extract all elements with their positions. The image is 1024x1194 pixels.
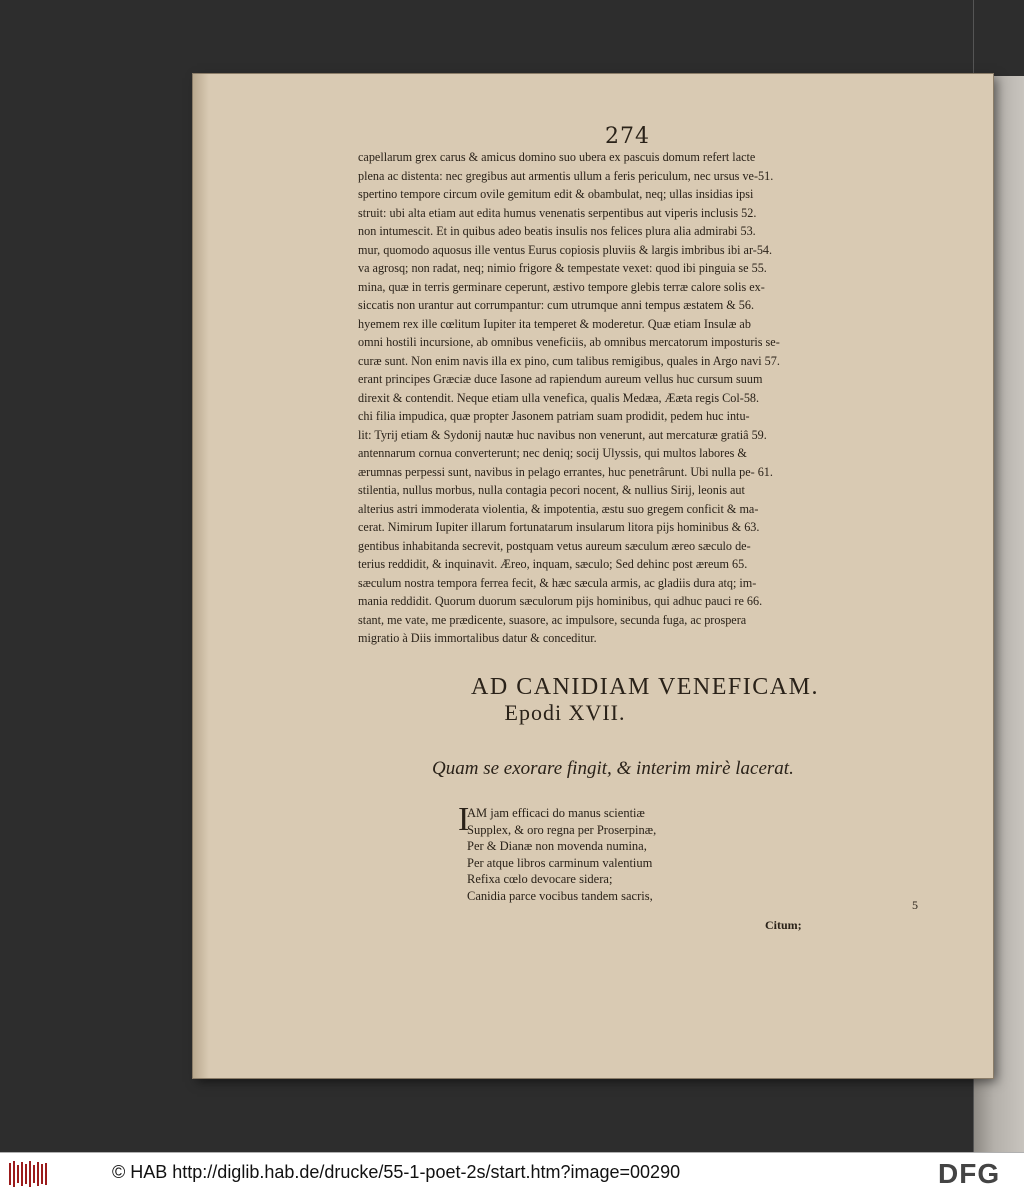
text-line: hyemem rex ille cœlitum Iupiter ita temperet & moderetur. Quæ etiam Insulæ ab [358,316,751,331]
text-line: alterius astri immoderata violentia, & impotentia, æstu suo gregem conficit & ma- [358,501,759,516]
text-line: cerat. Nimirum Iupiter illarum fortunatarum insularum litora pijs hominibus & 63. [358,520,760,534]
text-line: migratio à Diis immortalibus datur & conceditur. [358,631,597,645]
dfg-logo: DFG [938,1158,1001,1189]
text-line: antennarum cornua converterunt; nec deniq; socij Ulyssis, qui multos labores & [358,446,747,460]
drop-cap: I [458,801,470,838]
text-line: terius reddidit, & inquinavit. Æreo, inquam, sæculo; Sed dehinc post æreum 65. [358,557,748,571]
verse-number: 5 [912,898,918,912]
text-line: stilentia, nullus morbus, nulla contagia pecori nocent, & nullius Sirij, leonis aut [358,483,745,497]
copyright-link[interactable]: © HAB http://diglib.hab.de/drucke/55-1-poet-2s/start.htm?image=00290 [112,1162,681,1182]
text-line: mania reddidit. Quorum duorum sæculorum pijs hominibus, qui adhuc pauci re 66. [358,594,763,608]
poem-heading: AD CANIDIAM VENEFICAM. [471,674,819,700]
poem-verses [467,805,767,904]
page-gutter-shadow [193,74,209,1078]
text-line: sæculum nostra tempora ferrea fecit, & hæc sæcula armis, ac gladiis dura atq; im- [358,575,757,590]
text-line: erant principes Græciæ duce Iasone ad rapiendum aureum vellus huc cursum suum [358,372,763,386]
text-line: plena ac distenta: nec gregibus aut armentis ullum a feris periculum, nec ursus ve-51. [358,168,774,183]
text-line: siccatis non urantur aut corrumpantur: cum utrumque anni tempus æstatem & 56. [358,298,755,312]
text-line: gentibus inhabitanda secrevit, postquam vetus aureum sæculum æreo sæculo de- [358,538,751,553]
hab-logo-icon [8,1159,48,1189]
text-line: mina, quæ in terris germinare ceperunt, æstivo tempore glebis terræ calore solis ex- [358,279,765,294]
text-line: struit: ubi alta etiam aut edita humus venenatis serpentibus aut viperis inclusis 52. [358,205,757,220]
poem-argument: Quam se exorare fingit, & interim mirè lacerat. [432,758,794,779]
text-line: capellarum grex carus & amicus domino suo ubera ex pascuis domum refert lacte [358,150,756,164]
page-number: 274 [605,124,650,149]
text-line: ærumnas perpessi sunt, navibus in pelago errantes, huc penetrârunt. Ubi nulla pe- 61. [358,464,773,479]
text-line: non intumescit. Et in quibus adeo beatis insulis nos felices plura alia admirabi 53. [358,224,756,238]
text-line: chi filia impudica, quæ propter Jasonem patriam suam prodidit, pedem huc intu- [358,409,750,423]
text-line: curæ sunt. Non enim navis illa ex pino, cum talibus remigibus, quales in Argo navi 57. [358,353,780,368]
poem-subheading-number: Epodi XVII. [504,700,626,725]
verse-line: Per & Dianæ non movenda numina, [467,839,647,853]
footer-bar [0,1152,1024,1194]
verse-line: Refixa cœlo devocare sidera; [467,872,613,886]
text-line: lit: Tyrij etiam & Sydonij nautæ huc navibus non venerunt, aut mercaturæ gratiâ 59. [358,427,767,442]
text-line: spertino tempore circum ovile gemitum edit & obambulat, neq; ullas insidias ipsi [358,187,754,201]
catchword: Citum; [765,918,802,932]
verse-line: Canidia parce vocibus tandem sacris, [467,888,653,903]
text-line: stant, me vate, me prædicente, suasore, ac impulsore, secunda fuga, ac prospera [358,612,747,627]
text-line: direxit & contendit. Neque etiam ulla venefica, qualis Medæa, Ææta regis Col-58. [358,390,760,405]
verse-line: AM jam efficaci do manus scientiæ [467,806,645,820]
text-line: omni hostili incursione, ab omnibus veneficiis, ab omnibus mercatorum imposturis se- [358,335,780,349]
text-line: va agrosq; non radat, neq; nimio frigore & tempestate vexet: quod ibi pinguia se 55. [358,261,767,275]
verse-line: Per atque libros carminum valentium [467,855,653,870]
text-line: mur, quomodo aquosus ille ventus Eurus copiosis pluviis & largis imbribus ibi ar-54. [358,242,773,257]
commentary-text [358,148,948,648]
verse-line: Supplex, & oro regna per Proserpinæ, [467,822,657,837]
